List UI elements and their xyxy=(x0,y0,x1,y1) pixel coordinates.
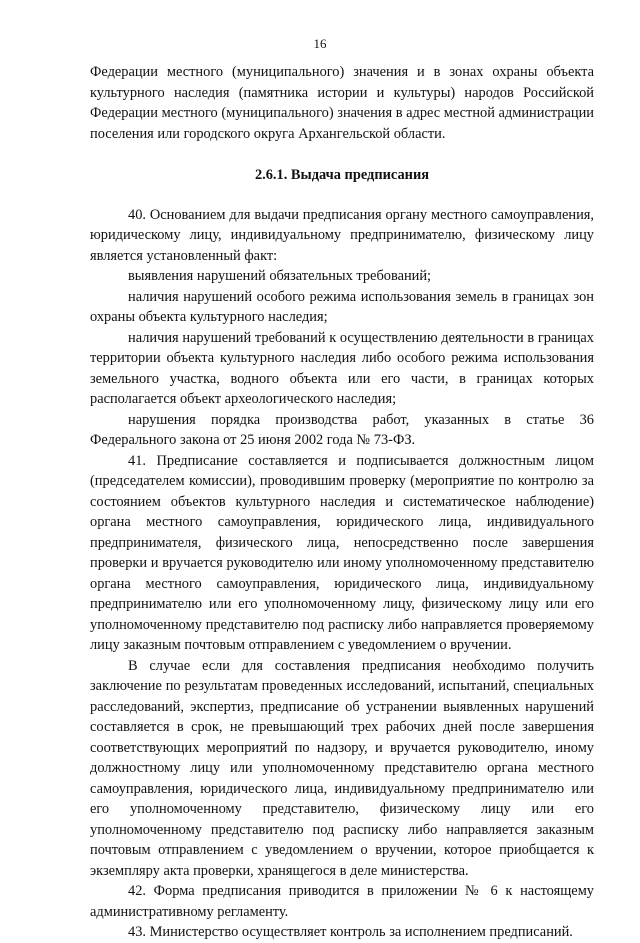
paragraph-zone-violations: наличия нарушений особого режима использования земель в границах зон охраны объекта культурного наследия; xyxy=(90,288,594,325)
section-heading: 2.6.1. Выдача предписания xyxy=(254,167,430,183)
paragraph-40: 40. Основанием для выдачи предписания органу местного самоуправления, юридическому лицу, индивидуальному предпринимателю, физическому лицу является установленный факт: xyxy=(90,206,594,264)
document-body xyxy=(90,62,594,943)
paragraph-continued: Федерации местного (муниципального) значения и в зонах охраны объекта культурного наследия (памятника истории и культуры) народов Российской Федерации местного (муниципального) значения в адрес местной администрации поселения или городского округа Архангельской области. xyxy=(90,64,594,142)
paragraph-41: 41. Предписание составляется и подписывается должностным лицом (председателем комиссии), проводившим проверку (мероприятие по контролю за состоянием объектов культурного наследия и систематическое наблюдение) органа местного самоуправления, юридического лица, индивидуального предпринимателя, физического лица, непосредственно после завершения проверки и вручается руководителю или иному уполномоченному представителю органа местного самоуправления, юридического лица, индивидуальному предпринимателю или его уполномоченному лицу, физическому лицу или его уполномоченному представителю под расписку либо направляется проверяемому лицу заказным почтовым отправлением с уведомлением о вручении. xyxy=(90,452,594,653)
paragraph-territory-violations: наличия нарушений требований к осуществлению деятельности в границах территории объекта культурного наследия либо особого режима использования земельного участка, водного объекта или его части, в границах которых располагается объект археологического наследия; xyxy=(90,329,594,407)
paragraph-42: 42. Форма предписания приводится в приложении № 6 к настоящему административному регламенту. xyxy=(90,883,594,920)
paragraph-expertise-case: В случае если для составления предписания необходимо получить заключение по результатам проведенных исследований, испытаний, специальных расследований, экспертиз, предписание об устранении выявленных нарушений составляется в срок, не превышающий трех рабочих дней после завершения соответствующих мероприятий по надзору, и вручается руководителю, иному должностному лицу или уполномоченному представителю органа местного самоуправления, юридического лица, индивидуальному предпринимателю или его уполномоченному представителю, физическому лицу или его уполномоченному представителю под расписку либо направляется заказным почтовым отправлением с уведомлением о вручении, которое приобщается к экземпляру акта проверки, хранящегося в деле министерства. xyxy=(90,657,594,879)
page-number: 16 xyxy=(313,36,327,51)
paragraph-work-order-violations: нарушения порядка производства работ, указанных в статье 36 Федерального закона от 25 июня 2002 года № 73-ФЗ. xyxy=(90,411,594,448)
paragraph-43: 43. Министерство осуществляет контроль за исполнением предписаний. xyxy=(128,924,573,940)
paragraph-violations: выявления нарушений обязательных требований; xyxy=(128,268,432,284)
